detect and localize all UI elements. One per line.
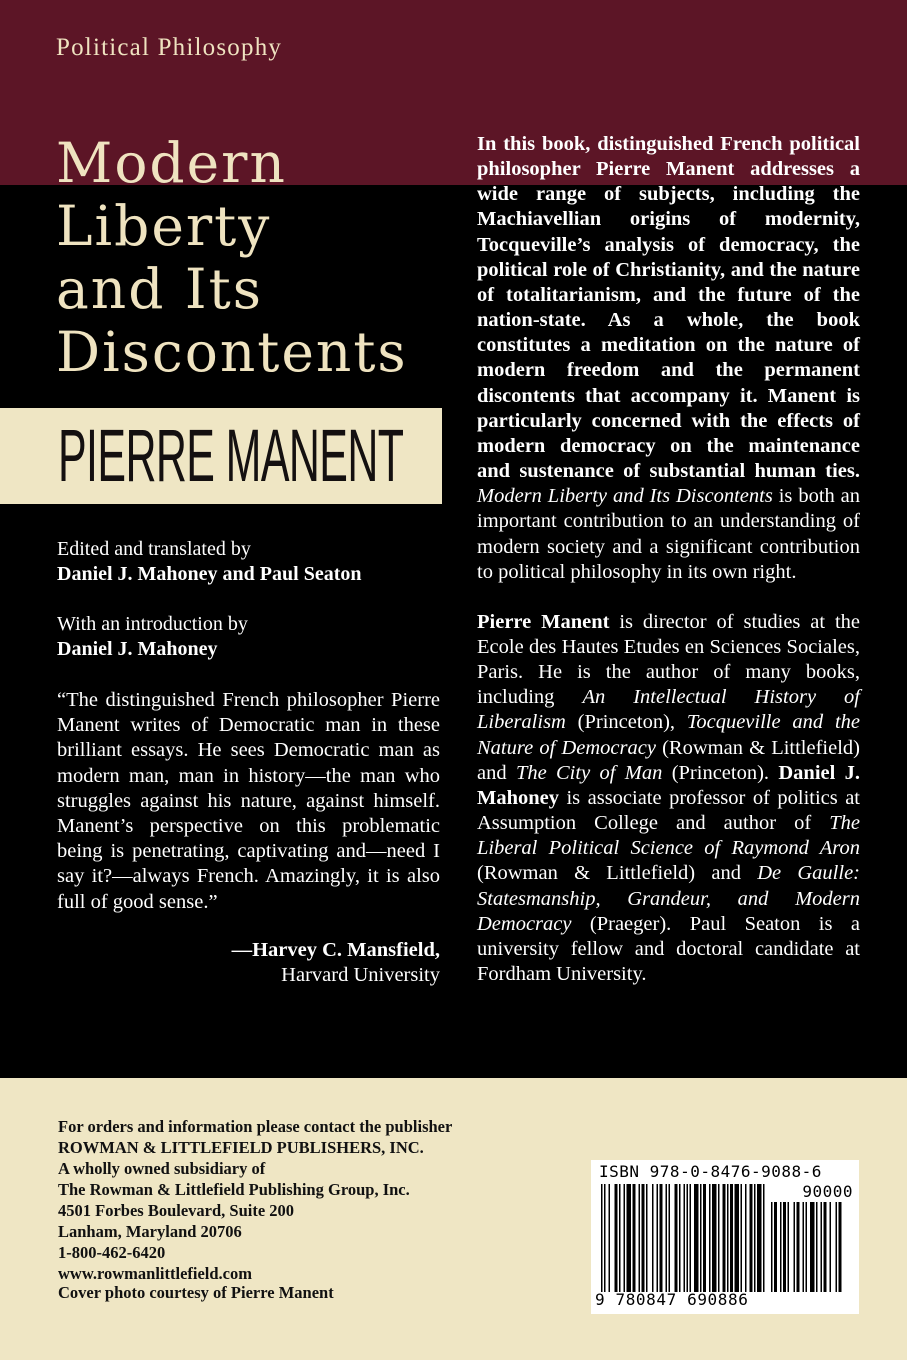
publisher-phone: 1-800-462-6420 [58, 1243, 166, 1262]
bio-text: (Rowman & Littlefield) and [477, 862, 741, 885]
bio-book-title: The Liberal Political Science of Raymond Aron [477, 812, 861, 860]
barcode-bar [666, 1184, 668, 1292]
editor-credit [57, 537, 361, 587]
title-line: Liberty [56, 194, 272, 258]
barcode-bar [669, 1184, 671, 1292]
barcode-bar [619, 1184, 621, 1292]
barcode-bar [836, 1202, 838, 1292]
barcode-bar [700, 1184, 702, 1292]
barcode-bar [709, 1184, 711, 1292]
photo-credit: Cover photo courtesy of Pierre Manent [58, 1283, 334, 1302]
barcode-bar [727, 1184, 729, 1292]
barcode-bar [774, 1202, 777, 1292]
addon-barcode-bars [771, 1202, 851, 1292]
barcode-bar [615, 1184, 618, 1292]
barcode-bar [652, 1184, 654, 1292]
barcode-bar [690, 1184, 692, 1292]
barcode-bar [839, 1202, 842, 1292]
publisher-line: For orders and information please contact the publisher [58, 1117, 453, 1136]
barcode-bar [794, 1202, 796, 1292]
barcode-bar [783, 1202, 786, 1292]
barcode-bar [797, 1202, 800, 1292]
publisher-line: ROWMAN & LITTLEFIELD PUBLISHERS, INC. [58, 1138, 424, 1157]
barcode-bar [679, 1184, 681, 1292]
title-line: Discontents [56, 320, 408, 384]
series-label: Political Philosophy [56, 34, 283, 61]
bio-name: Pierre Manent [477, 610, 610, 633]
barcode-bar [824, 1202, 827, 1292]
publisher-line: Lanham, Maryland 20706 [58, 1222, 242, 1241]
barcode-bar [830, 1202, 832, 1292]
book-description [477, 132, 860, 987]
bio-text: (Princeton). [671, 761, 770, 784]
barcode-bar [684, 1184, 686, 1292]
description-paragraph [477, 132, 860, 585]
isbn-barcode [591, 1160, 859, 1314]
introduction-credit [57, 612, 248, 662]
barcode-bar [609, 1184, 611, 1292]
barcode-bar [763, 1184, 765, 1292]
barcode-bar [741, 1184, 743, 1292]
barcode-bar [745, 1184, 747, 1292]
barcode-bar [601, 1184, 603, 1292]
title-line: Modern [56, 131, 287, 195]
barcode-bar [675, 1184, 678, 1292]
barcode-bar [810, 1202, 815, 1292]
barcode-bar [639, 1184, 641, 1292]
bio-book-title: The City of Man [515, 761, 663, 784]
bio-text: (Praeger). Paul Seaton is a university fellow and doctoral candidate at Fordham University. [477, 912, 860, 985]
publisher-website: www.rowmanlittlefield.com [58, 1264, 252, 1283]
book-title [56, 132, 408, 384]
bio-text: is associate professor of politics at Assumption College and author of [477, 786, 860, 835]
barcode-bar [730, 1184, 733, 1292]
barcode-bar [806, 1202, 808, 1292]
introduction-intro: With an introduction by [57, 613, 248, 635]
barcode-bar [816, 1202, 818, 1292]
barcode-bar [788, 1202, 790, 1292]
barcode-bar [754, 1184, 756, 1292]
quote-attribution [57, 938, 440, 988]
barcode-bar [660, 1184, 663, 1292]
barcode-bar [624, 1184, 626, 1292]
bio-book-title: De Gaulle: Statesmanship, Grandeur, and Modern Democracy [477, 862, 860, 935]
barcode-bar [646, 1184, 648, 1292]
editor-names: Daniel J. Mahoney and Paul Seaton [57, 563, 362, 585]
barcode-bar [757, 1184, 762, 1292]
isbn-number: ISBN 978-0-8476-9088-6 [599, 1162, 822, 1181]
barcode-bar [771, 1202, 773, 1292]
barcode-bar [627, 1184, 632, 1292]
publisher-line: A wholly owned subsidiary of [58, 1159, 266, 1178]
introducer-name: Daniel J. Mahoney [57, 638, 218, 660]
barcode-bar [633, 1184, 636, 1292]
barcode-bar [723, 1184, 726, 1292]
barcode-bar [718, 1184, 720, 1292]
author-bio-paragraph [477, 610, 860, 987]
barcode-bar [687, 1184, 689, 1292]
publisher-line: The Rowman & Littlefield Publishing Group, Inc. [58, 1180, 410, 1199]
bio-text: is director of studies at the Ecole des Hautes Etudes en Sciences Sociales, Paris. He is the author of many books, including [477, 610, 861, 709]
barcode-bar [750, 1184, 753, 1292]
quote-affiliation: Harvard University [281, 964, 440, 986]
editor-intro: Edited and translated by [57, 538, 251, 560]
barcode-bar [703, 1184, 706, 1292]
ean-digits: 9 780847 690886 [595, 1290, 749, 1309]
ean-barcode-bars [601, 1184, 765, 1292]
barcode-bar [642, 1184, 645, 1292]
description-text: is both an important contribution to an understanding of modern society and a significant contribution to political philosophy in its own right. [477, 485, 861, 583]
barcode-bar [821, 1202, 823, 1292]
description-title: Modern Liberty and Its Discontents [477, 485, 773, 508]
barcode-bar [803, 1202, 805, 1292]
bio-text: (Princeton), [577, 711, 676, 734]
description-text: In this book, distinguished French political philosopher Pierre Manent addresses a wide range of subjects, including the Machiavellian origins of modernity, Tocqueville’s analysis of democracy, the political role of Christianity, and the nature of totalitarianism, and the future of the nation-state. As a whole, the book constitutes a meditation on the nature of modern freedom and the permanent discontents that accompany it. Manent is particularly concerned with the effects of modern democracy on the maintenance and sustenance of substantial human ties. [477, 133, 860, 483]
publisher-info [58, 1116, 452, 1284]
quote-author: —Harvey C. Mansfield, [231, 939, 440, 961]
title-line: and Its [56, 257, 263, 321]
publisher-line: 4501 Forbes Boulevard, Suite 200 [58, 1201, 295, 1220]
author-name: PIERRE MANENT [58, 414, 404, 497]
barcode-bar [780, 1202, 782, 1292]
bio-text: (Rowman & Littlefield) and [477, 736, 860, 784]
bio-book-title: Tocqueville and the Nature of Democracy [477, 711, 861, 759]
endorsement-quote: “The distinguished French philosopher Pierre Manent writes of Democratic man in these brilliant essays. He sees Democratic man as modern man, man in history—the man who struggles against his nature, against himself. Manent’s perspective on this problematic being is penetrating, captivating and—need I say it?—always French. Amazingly, it is also full of good sense.” [57, 689, 440, 913]
barcode-bar [712, 1184, 717, 1292]
bio-name: Daniel J. Mahoney [477, 761, 861, 809]
barcode-bar [657, 1184, 659, 1292]
price-code: 90000 [802, 1182, 853, 1201]
bio-book-title: An Intellectual History of Liberalism [477, 686, 860, 734]
barcode-bar [604, 1184, 606, 1292]
barcode-bar [694, 1184, 699, 1292]
barcode-bar [735, 1184, 740, 1292]
